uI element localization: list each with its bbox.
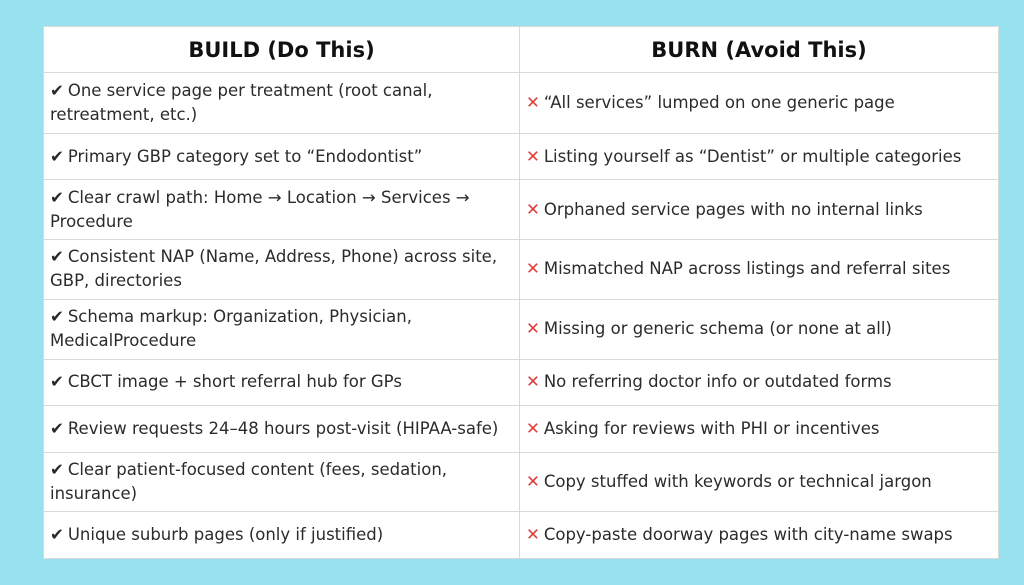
burn-text: Listing yourself as “Dentist” or multiple categories [543, 146, 962, 166]
cross-icon: ✕ [526, 472, 540, 491]
table-row [44, 299, 999, 359]
build-cell [44, 512, 520, 559]
cross-icon: ✕ [526, 525, 540, 545]
table-row [44, 133, 999, 180]
checkmark-icon: ✔ [50, 418, 64, 438]
cross-icon: ✕ [526, 319, 540, 339]
burn-cell [520, 452, 999, 512]
build-text: Consistent NAP (Name, Address, Phone) across site, GBP, directories [50, 247, 498, 291]
burn-text: Asking for reviews with PHI or incentives [543, 418, 880, 438]
build-text: Unique suburb pages (only if justified) [67, 525, 384, 545]
build-burn-table-container [43, 26, 998, 559]
checkmark-icon: ✔ [50, 460, 64, 479]
build-cell [44, 299, 520, 359]
burn-cell [520, 406, 999, 453]
build-text: One service page per treatment (root canal, retreatment, etc.) [50, 80, 433, 124]
build-cell [44, 73, 520, 134]
build-text: Review requests 24–48 hours post-visit (HIPAA-safe) [67, 418, 499, 438]
table-row [44, 512, 999, 559]
table-row [44, 180, 999, 240]
checkmark-icon: ✔ [50, 307, 64, 327]
checkmark-icon: ✔ [50, 247, 64, 267]
burn-text: Orphaned service pages with no internal links [543, 199, 923, 219]
build-text: Primary GBP category set to “Endodontist” [67, 146, 423, 166]
build-cell [44, 406, 520, 453]
cross-icon: ✕ [526, 199, 540, 219]
burn-text: Copy stuffed with keywords or technical jargon [543, 472, 932, 491]
burn-text: Mismatched NAP across listings and referral sites [543, 259, 951, 279]
table-header-row [44, 27, 999, 73]
burn-column-header: BURN (Avoid This) [520, 27, 999, 73]
build-text: CBCT image + short referral hub for GPs [67, 372, 402, 392]
build-text: Clear crawl path: Home → Location → Services → Procedure [50, 187, 470, 231]
burn-cell [520, 512, 999, 559]
burn-text: Missing or generic schema (or none at all) [543, 319, 892, 339]
cross-icon: ✕ [526, 372, 540, 392]
cross-icon: ✕ [526, 418, 540, 438]
cross-icon: ✕ [526, 146, 540, 166]
burn-text: Copy-paste doorway pages with city-name swaps [543, 525, 953, 545]
build-cell [44, 452, 520, 512]
cross-icon: ✕ [526, 259, 540, 279]
burn-cell [520, 180, 999, 240]
table-row [44, 359, 999, 406]
cross-icon: ✕ [526, 92, 540, 112]
build-cell [44, 180, 520, 240]
build-cell [44, 359, 520, 406]
build-text: Clear patient-focused content (fees, sedation, insurance) [50, 460, 448, 503]
build-cell [44, 240, 520, 300]
build-text: Schema markup: Organization, Physician, MedicalProcedure [50, 307, 412, 351]
build-column-header: BUILD (Do This) [44, 27, 520, 73]
checkmark-icon: ✔ [50, 525, 64, 545]
checkmark-icon: ✔ [50, 372, 64, 392]
table-row [44, 406, 999, 453]
burn-cell [520, 299, 999, 359]
table-row [44, 73, 999, 134]
checkmark-icon: ✔ [50, 187, 64, 207]
burn-text: No referring doctor info or outdated forms [543, 372, 892, 392]
table-row [44, 452, 999, 512]
checkmark-icon: ✔ [50, 146, 64, 166]
build-burn-table [43, 26, 999, 559]
build-cell [44, 133, 520, 180]
checkmark-icon: ✔ [50, 80, 64, 100]
table-row [44, 240, 999, 300]
burn-cell [520, 359, 999, 406]
burn-text: “All services” lumped on one generic page [543, 92, 895, 112]
burn-cell [520, 73, 999, 134]
burn-cell [520, 133, 999, 180]
burn-cell [520, 240, 999, 300]
